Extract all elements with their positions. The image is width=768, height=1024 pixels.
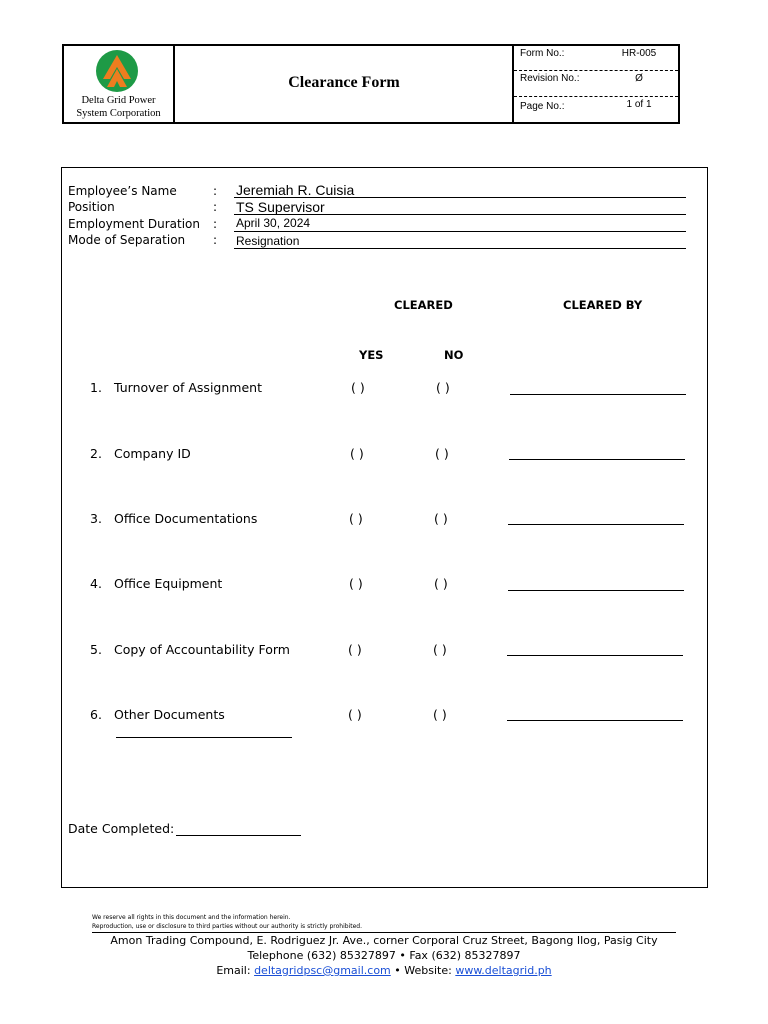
item-other-documents: Other Documents: [114, 707, 225, 722]
employee-name-line: [234, 197, 686, 198]
no-checkbox[interactable]: ( ): [434, 511, 448, 526]
form-title: Clearance Form: [288, 74, 400, 91]
yes-checkbox[interactable]: ( ): [349, 511, 363, 526]
cleared-by-signature-line[interactable]: [508, 590, 684, 591]
email-link[interactable]: deltagridpsc@gmail.com: [254, 964, 391, 977]
cleared-by-signature-line[interactable]: [507, 720, 683, 721]
item-number: 2.: [90, 446, 102, 461]
revision-value: Ø: [635, 73, 643, 84]
no-checkbox[interactable]: ( ): [433, 642, 447, 657]
other-documents-specify-line[interactable]: [116, 737, 292, 738]
colon: :: [213, 217, 218, 231]
cleared-by-signature-line[interactable]: [507, 655, 683, 656]
no-checkbox[interactable]: ( ): [435, 446, 449, 461]
company-name-line1: Delta Grid Power: [81, 95, 156, 106]
yes-checkbox[interactable]: ( ): [350, 446, 364, 461]
item-number: 1.: [90, 380, 102, 395]
meta-divider: [514, 96, 678, 97]
item-number: 6.: [90, 707, 102, 722]
footer-address: Amon Trading Compound, E. Rodriguez Jr. Ave., corner Corporal Cruz Street, Bagong Ilog, Pasig City: [110, 934, 658, 947]
employment-duration-label: Employment Duration: [68, 217, 200, 231]
position-line: [234, 214, 686, 215]
mode-of-separation-line: [234, 248, 686, 249]
colon: :: [213, 184, 218, 198]
employee-name-value[interactable]: Jeremiah R. Cuisia: [236, 182, 355, 198]
item-number: 3.: [90, 511, 102, 526]
page-no-label: Page No.:: [520, 101, 565, 112]
company-logo: [93, 49, 141, 93]
date-completed-line[interactable]: [176, 835, 301, 836]
cleared-by-signature-line[interactable]: [510, 394, 686, 395]
item-turnover-of-assignment: Turnover of Assignment: [114, 380, 262, 395]
no-heading: NO: [444, 348, 464, 362]
employment-duration-value[interactable]: April 30, 2024: [236, 216, 311, 230]
item-copy-of-accountability-form: Copy of Accountability Form: [114, 642, 290, 657]
employee-name-label: Employee’s Name: [68, 184, 177, 198]
position-label: Position: [68, 200, 115, 214]
form-no-label: Form No.:: [520, 48, 565, 59]
cleared-heading: CLEARED: [394, 298, 453, 312]
item-office-equipment: Office Equipment: [114, 576, 223, 591]
form-no-value: HR-005: [621, 48, 657, 59]
no-checkbox[interactable]: ( ): [433, 707, 447, 722]
date-completed-label: Date Completed:: [68, 821, 175, 836]
cleared-by-heading: CLEARED BY: [563, 298, 643, 312]
footer-phone: Telephone (632) 85327897 • Fax (632) 85327897: [247, 949, 521, 962]
employment-duration-line: [234, 231, 686, 232]
form-body: [61, 167, 708, 888]
company-name-line2: System Corporation: [76, 108, 161, 119]
item-company-id: Company ID: [114, 446, 191, 461]
yes-checkbox[interactable]: ( ): [349, 576, 363, 591]
yes-checkbox[interactable]: ( ): [351, 380, 365, 395]
yes-checkbox[interactable]: ( ): [348, 707, 362, 722]
rights-notice-line2: Reproduction, use or disclosure to third parties without our authority is strictly prohibited.: [92, 923, 362, 930]
no-checkbox[interactable]: ( ): [436, 380, 450, 395]
meta-divider: [514, 70, 678, 71]
email-label: Email:: [216, 964, 255, 977]
mode-of-separation-label: Mode of Separation: [68, 233, 186, 247]
rights-notice-line1: We reserve all rights in this document and the information herein.: [92, 914, 291, 921]
position-value[interactable]: TS Supervisor: [236, 199, 325, 215]
revision-label: Revision No.:: [520, 73, 580, 84]
yes-checkbox[interactable]: ( ): [348, 642, 362, 657]
item-office-documentations: Office Documentations: [114, 511, 258, 526]
website-label: • Website:: [390, 964, 456, 977]
cleared-by-signature-line[interactable]: [508, 524, 684, 525]
footer-contact: [0, 964, 768, 977]
no-checkbox[interactable]: ( ): [434, 576, 448, 591]
mode-of-separation-value[interactable]: Resignation: [236, 234, 300, 248]
website-link[interactable]: www.deltagrid.ph: [455, 964, 552, 977]
page-no-value: 1 of 1: [626, 99, 652, 110]
item-number: 5.: [90, 642, 102, 657]
item-number: 4.: [90, 576, 102, 591]
colon: :: [213, 200, 218, 214]
colon: :: [213, 233, 218, 247]
footer-divider: [92, 932, 676, 933]
yes-heading: YES: [359, 348, 384, 362]
cleared-by-signature-line[interactable]: [509, 459, 685, 460]
